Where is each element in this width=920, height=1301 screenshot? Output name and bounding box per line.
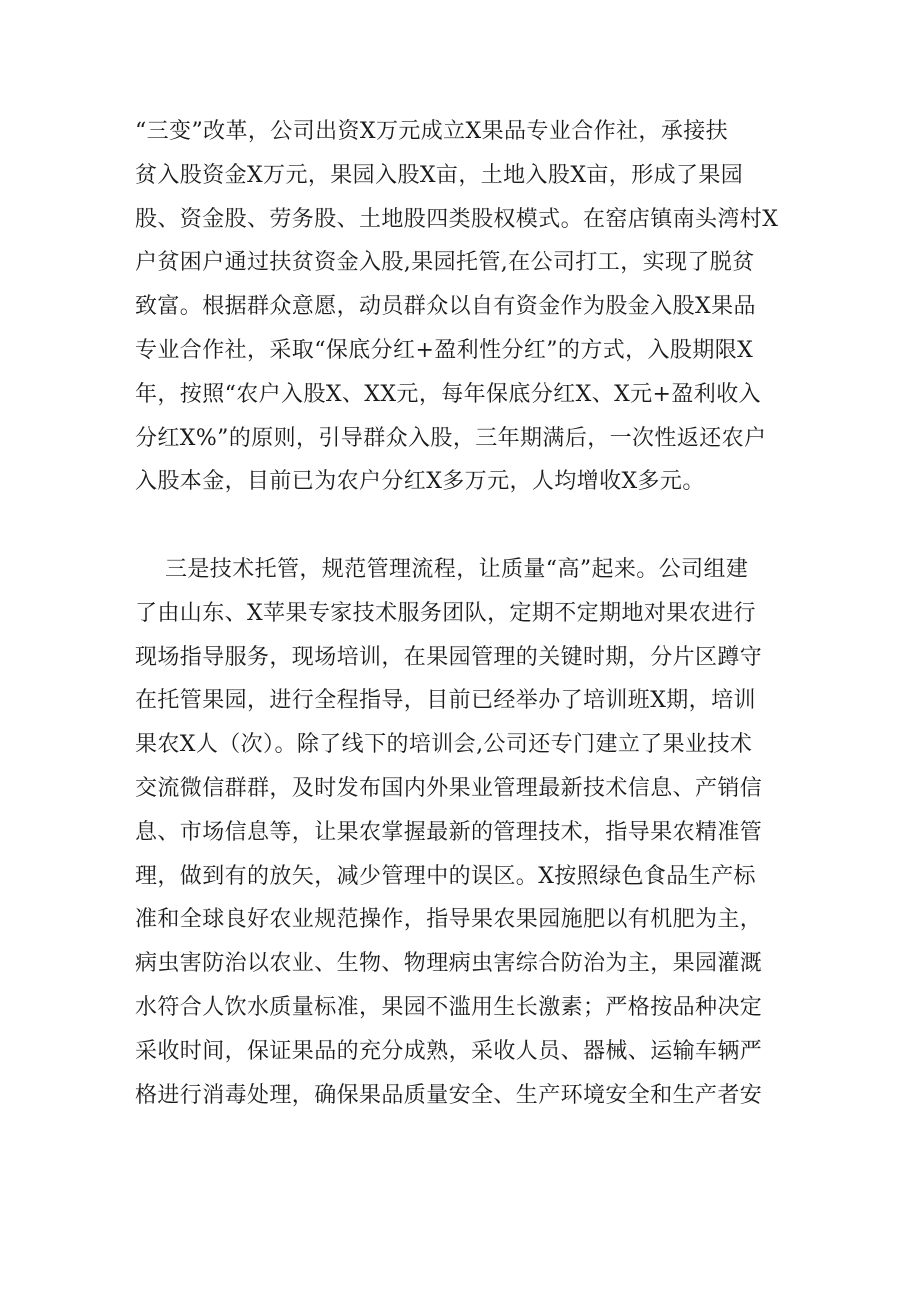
text-line: 交流微信群群，及时发布国内外果业管理最新技术信息、产销信 (135, 775, 763, 801)
text-line: 了由山东、X苹果专家技术服务团队，定期不定期地对果农进行 (135, 600, 756, 626)
text-line: 股、资金股、劳务股、土地股四类股权模式。在窑店镇南头湾村X (135, 206, 779, 232)
paragraph-1 (135, 110, 787, 504)
text-line: 年，按照“农户入股X、XX元，每年保底分红X、X元+盈利收入 (135, 381, 761, 407)
text-line: 理，做到有的放矢，减少管理中的误区。X按照绿色食品生产标 (135, 863, 756, 889)
text-line: 病虫害防治以农业、生物、物理病虫害综合防治为主，果园灌溉 (135, 951, 763, 977)
text-line: “三变”改革，公司出资X万元成立X果品专业合作社，承接扶 (135, 119, 729, 144)
text-line: 致富。根据群众意愿，动员群众以自有资金作为股金入股X果品 (135, 294, 756, 320)
text-line: 格进行消毒处理，确保果品质量安全、生产环境安全和生产者安 (135, 1082, 763, 1108)
text-line: 采收时间，保证果品的充分成熟，采收人员、器械、运输车辆严 (135, 1038, 763, 1064)
text-line: 现场指导服务，现场培训，在果园管理的关键时期，分片区蹲守 (135, 644, 763, 670)
text-line: 分红X%”的原则，引导群众入股，三年期满后，一次性返还农户 (135, 425, 767, 451)
text-line: 息、市场信息等，让果农掌握最新的管理技术，指导果农精准管 (135, 819, 763, 845)
paragraph-2 (135, 548, 787, 1117)
text-line: 贫入股资金X万元，果园入股X亩，土地入股X亩，形成了果园 (135, 162, 744, 188)
text-line: 入股本金，目前已为农户分红X多万元，人均增收X多元。 (135, 469, 705, 495)
text-line: 在托管果园，进行全程指导，目前已经举办了培训班X期，培训 (135, 688, 756, 714)
text-line: 三是技术托管，规范管理流程，让质量“高”起来。公司组建 (165, 557, 749, 582)
text-line: 准和全球良好农业规范操作，指导果农果园施肥以有机肥为主， (135, 907, 763, 933)
text-line: 户贫困户通过扶贫资金入股,果园托管,在公司打工，实现了脱贫 (135, 250, 755, 276)
text-line: 专业合作社，采取“保底分红+盈利性分红”的方式，入股期限X (135, 337, 754, 363)
text-line: 水符合人饮水质量标准，果园不滥用生长激素；严格按品种决定 (135, 994, 763, 1020)
text-line: 果农X人（次）。除了线下的培训会,公司还专门建立了果业技术 (135, 732, 753, 758)
